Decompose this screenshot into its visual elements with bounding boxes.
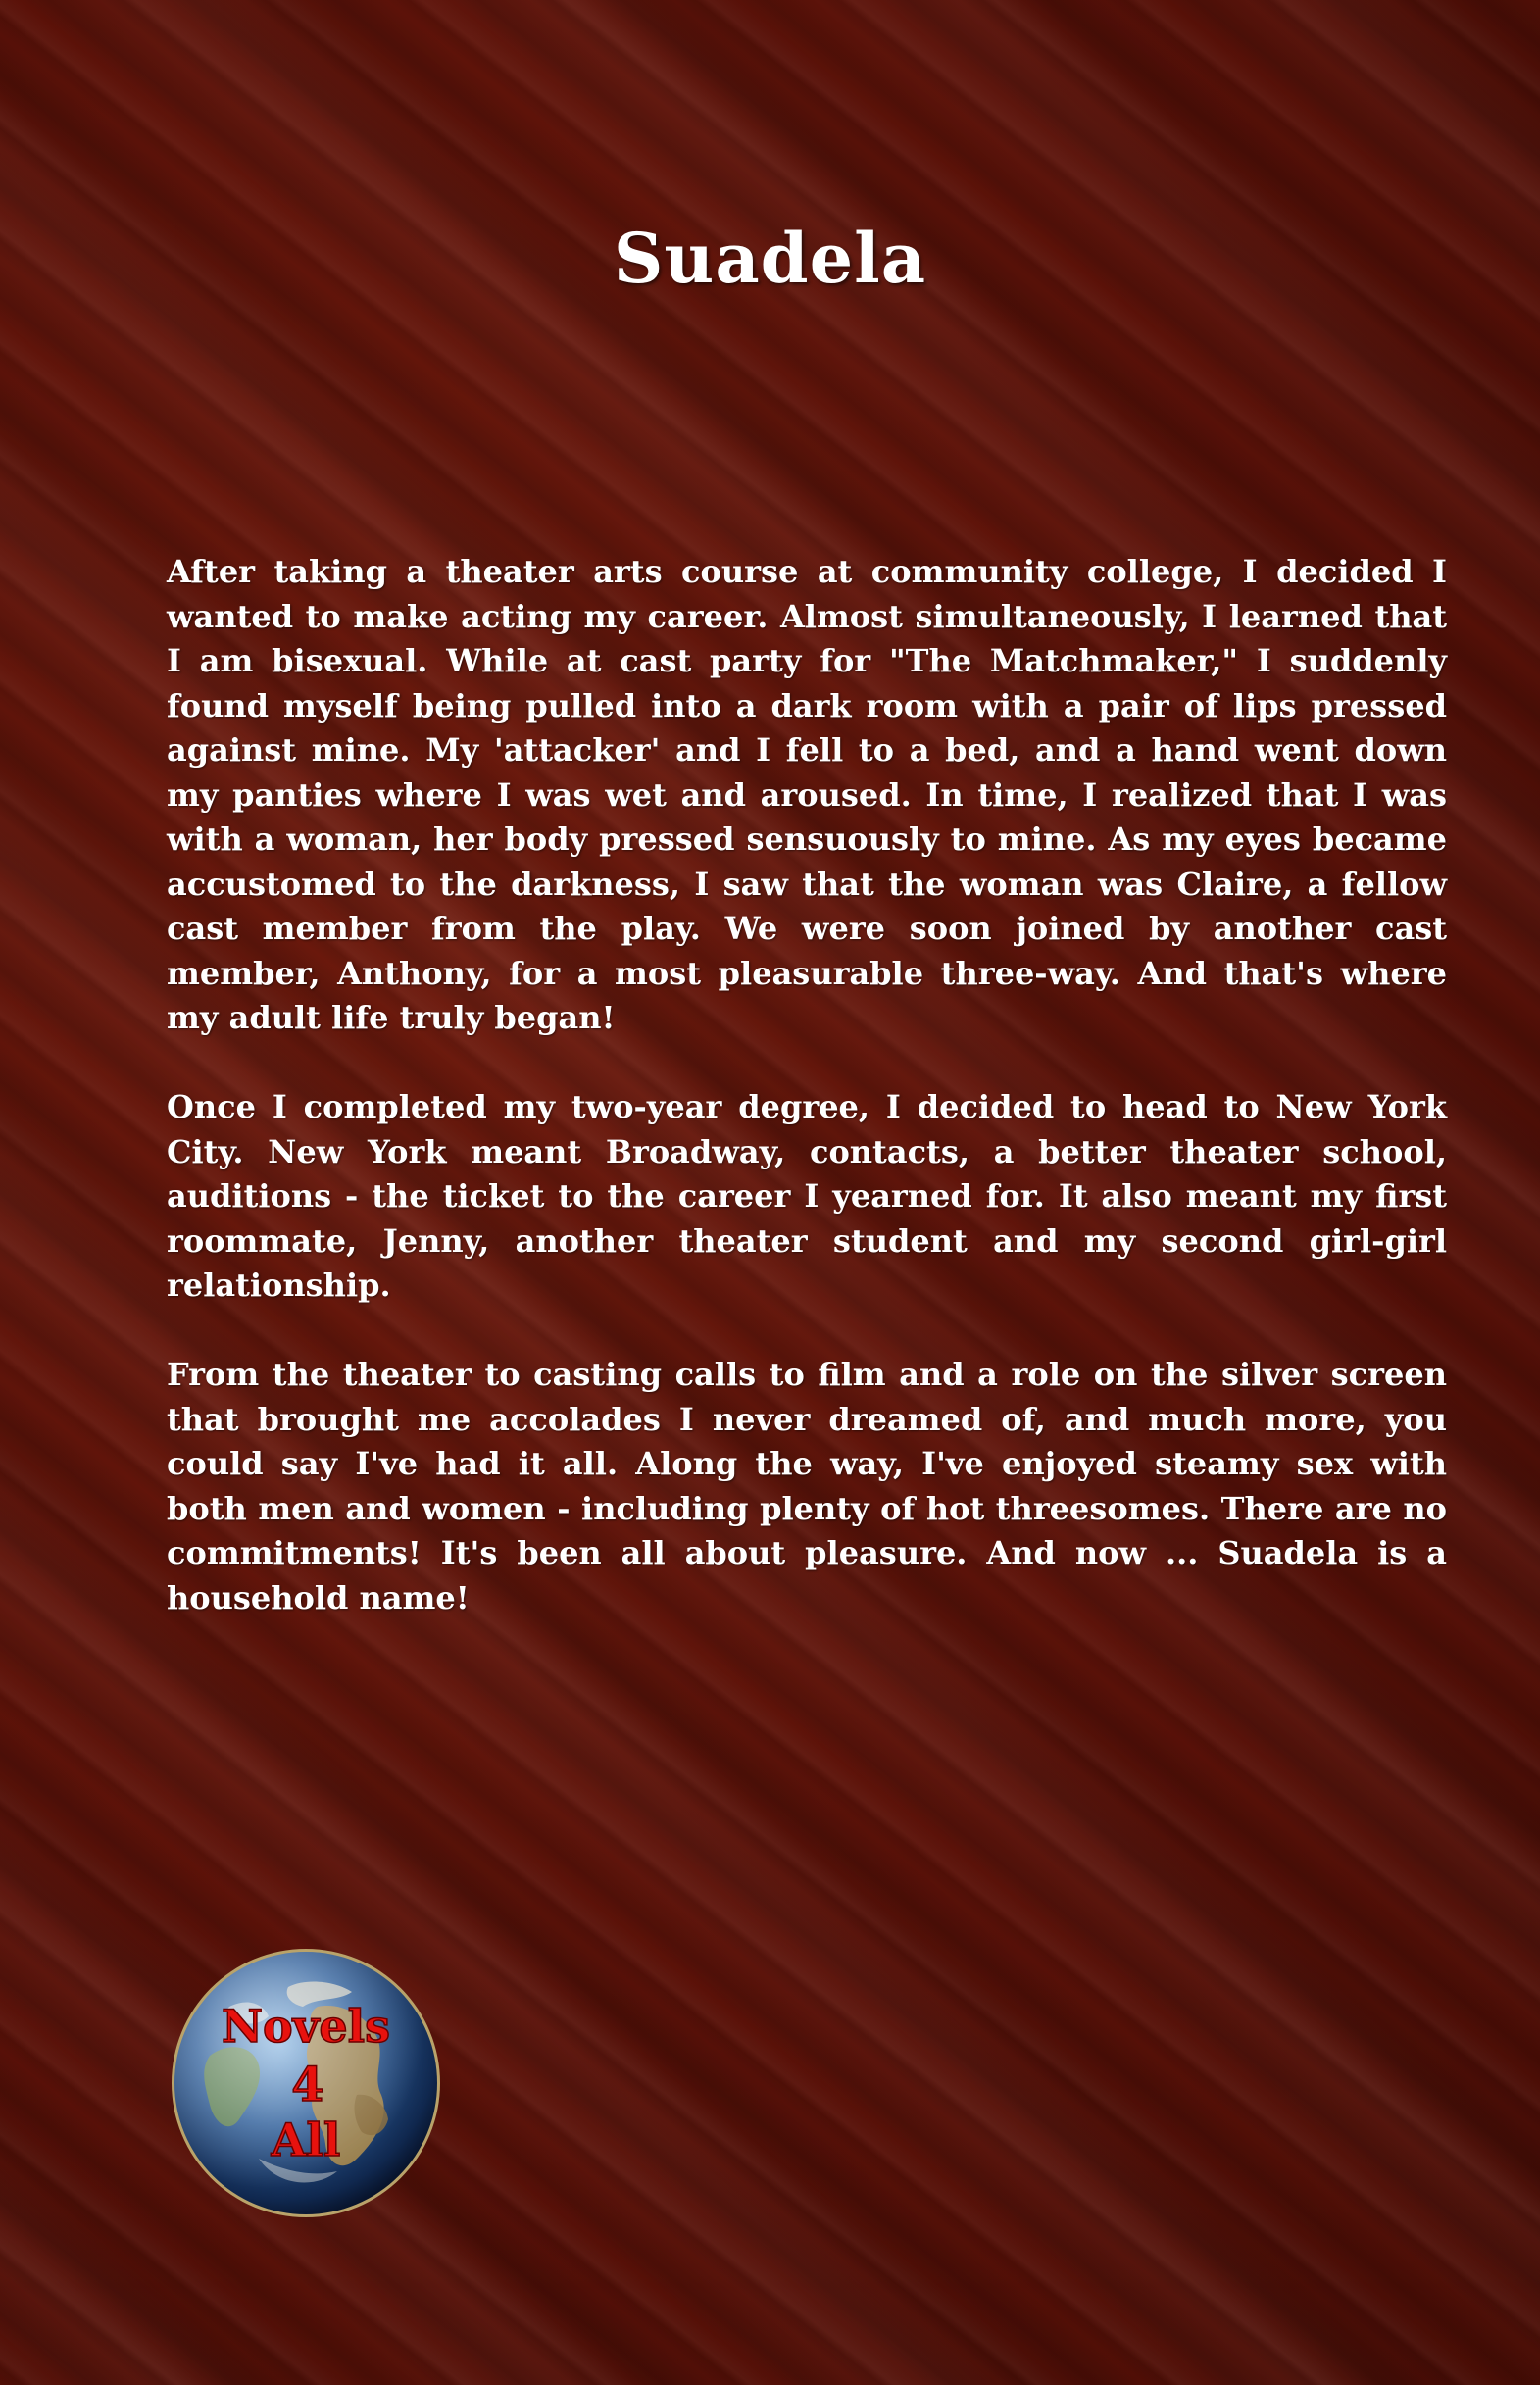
logo-text-line-1: Novels (221, 2000, 391, 2053)
logo-text-line-3: All (271, 2113, 341, 2166)
book-title: Suadela (613, 218, 927, 299)
book-blurb (167, 550, 1447, 1665)
publisher-logo (171, 1948, 441, 2218)
blurb-paragraph-1: After taking a theater arts course at community college, I decided I wanted to make acting my career. Almost simultaneously, I learned that I am bisexual. While at cast party for "The Matchmaker," I suddenly found myself being pulled into a dark room with a pair of lips pressed against mine. My 'attacker' and I fell to a bed, and a hand went down my panties where I was wet and aroused. In time, I realized that I was with a woman, her body pressed sensuously to mine. As my eyes became accustomed to the darkness, I saw that the woman was Claire, a fellow cast member from the play. We were soon joined by another cast member, Anthony, for a most pleasurable three-way. And that's where my adult life truly began! (167, 553, 1447, 1036)
blurb-paragraph-2: Once I completed my two-year degree, I decided to head to New York City. New York meant Broadway, contacts, a better theater school, auditions - the ticket to the career I yearned for. It also meant my first roommate, Jenny, another theater student and my second girl-girl relationship. (167, 1088, 1447, 1304)
logo-text-line-2: 4 (291, 2058, 324, 2112)
globe-icon (171, 1948, 441, 2218)
blurb-paragraph-3: From the theater to casting calls to film and a role on the silver screen that brought me accolades I never dreamed of, and much more, you could say I've had it all. Along the way, I've enjoyed steamy sex with both men and women - including plenty of hot threesomes. There are no commitments! It's been all about pleasure. And now ... Suadela is a household name! (167, 1356, 1447, 1616)
